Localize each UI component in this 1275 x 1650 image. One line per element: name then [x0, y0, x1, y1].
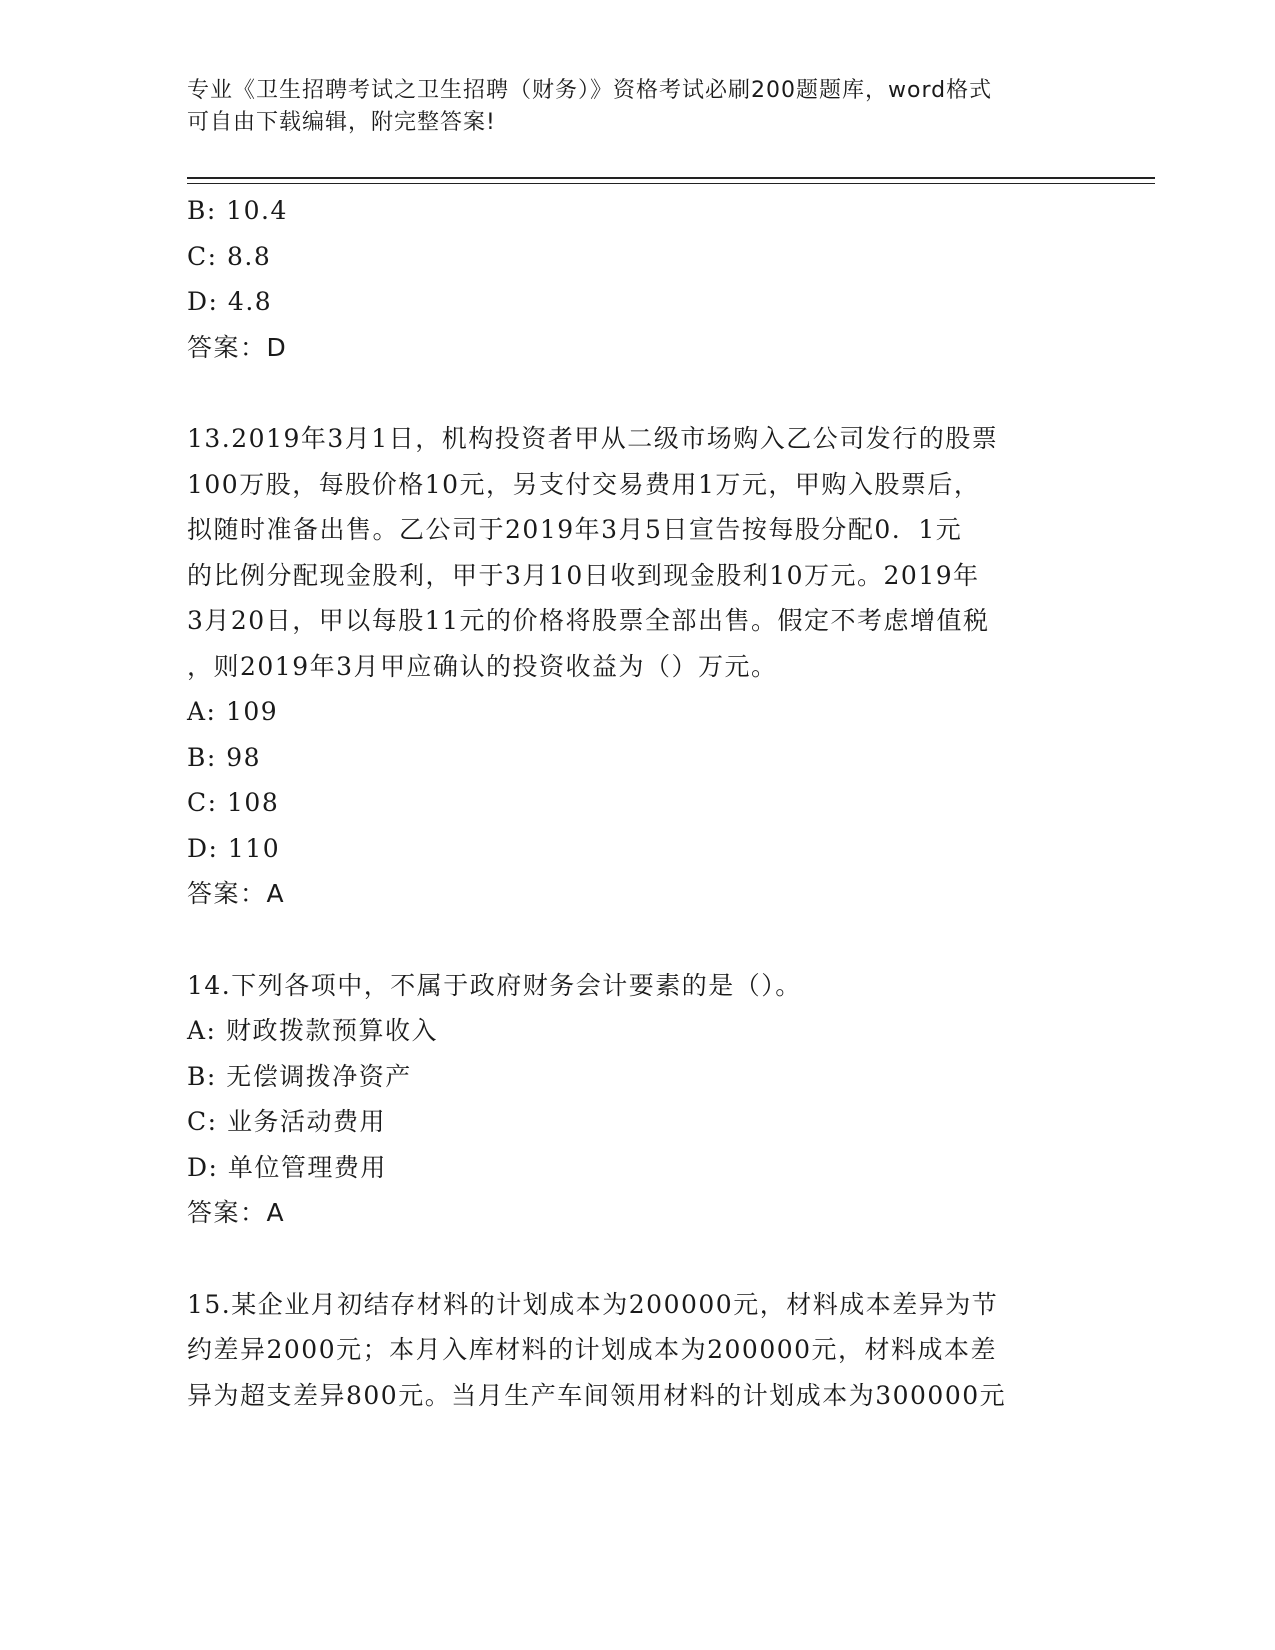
option-d — [187, 1145, 1087, 1191]
option-label: D: — [187, 287, 219, 316]
option-text: 4.8 — [227, 287, 273, 316]
option-label: A: — [187, 697, 217, 726]
option-text: 业务活动费用 — [227, 1107, 387, 1136]
option-a — [187, 689, 1087, 735]
document-header — [187, 75, 1067, 139]
option-c — [187, 780, 1087, 826]
option-label: C: — [187, 241, 218, 271]
option-text: 10.4 — [226, 196, 288, 225]
option-label: B: — [187, 1061, 217, 1091]
option-label: B: — [187, 196, 217, 225]
header-line-1: 专业《卫生招聘考试之卫生招聘（财务）》资格考试必刷200题题库，word格式 — [187, 78, 993, 103]
option-text: 110 — [227, 833, 281, 863]
question-content — [187, 188, 1087, 1418]
header-line-2: 可自由下载编辑，附完整答案! — [187, 110, 496, 135]
spacer — [187, 917, 1087, 963]
option-c — [187, 234, 1087, 280]
option-label: D: — [187, 833, 219, 863]
question-stem-line: 异为超支差异800元。当月生产车间领用材料的计划成本为300000元 — [187, 1380, 1007, 1410]
header-divider-thick — [187, 177, 1155, 179]
question-12-tail — [187, 188, 1087, 370]
option-label: D: — [187, 1152, 219, 1182]
option-b — [187, 735, 1087, 781]
question-stem-line: 的比例分配现金股利，甲于3月10日收到现金股利10万元。2019年 — [187, 560, 980, 590]
question-stem-line: 14.下列各项中，不属于政府财务会计要素的是（）。 — [187, 970, 802, 1000]
question-14 — [187, 963, 1087, 1236]
question-13 — [187, 416, 1087, 917]
option-text: 98 — [226, 742, 262, 772]
answer-line: 答案：D — [187, 332, 288, 362]
option-c — [187, 1099, 1087, 1145]
option-b — [187, 1054, 1087, 1100]
question-stem-line: 拟随时准备出售。乙公司于2019年3月5日宣告按每股分配0．1元 — [187, 515, 963, 544]
question-15 — [187, 1282, 1087, 1419]
question-stem-line: 约差异2000元；本月入库材料的计划成本为200000元，材料成本差 — [187, 1335, 998, 1364]
spacer — [187, 1236, 1087, 1282]
option-label: C: — [187, 1107, 218, 1136]
spacer — [187, 370, 1087, 416]
option-label: A: — [187, 1016, 217, 1045]
option-text: 财政拨款预算收入 — [225, 1016, 438, 1045]
question-stem-line: 15.某企业月初结存材料的计划成本为200000元，材料成本差异为节 — [187, 1289, 999, 1319]
answer-line: 答案：A — [187, 1198, 286, 1227]
question-stem-line: 13.2019年3月1日，机构投资者甲从二级市场购入乙公司发行的股票 — [187, 424, 999, 453]
option-label: C: — [187, 788, 218, 817]
option-a — [187, 1008, 1087, 1054]
header-divider-thin — [187, 183, 1155, 184]
question-stem-line: 100万股，每股价格10元，另支付交易费用1万元，甲购入股票后， — [187, 469, 981, 499]
option-text: 8.8 — [227, 241, 272, 271]
option-b — [187, 188, 1087, 234]
option-text: 108 — [227, 788, 280, 817]
option-d — [187, 826, 1087, 872]
option-d — [187, 279, 1087, 325]
answer-line: 答案：A — [187, 879, 286, 908]
question-stem-line: ，则2019年3月甲应确认的投资收益为（）万元。 — [187, 651, 778, 681]
option-label: B: — [187, 742, 217, 772]
question-stem-line: 3月20日，甲以每股11元的价格将股票全部出售。假定不考虑增值税 — [187, 606, 990, 635]
option-text: 单位管理费用 — [227, 1152, 387, 1182]
option-text: 109 — [225, 697, 279, 726]
option-text: 无偿调拨净资产 — [226, 1061, 412, 1091]
